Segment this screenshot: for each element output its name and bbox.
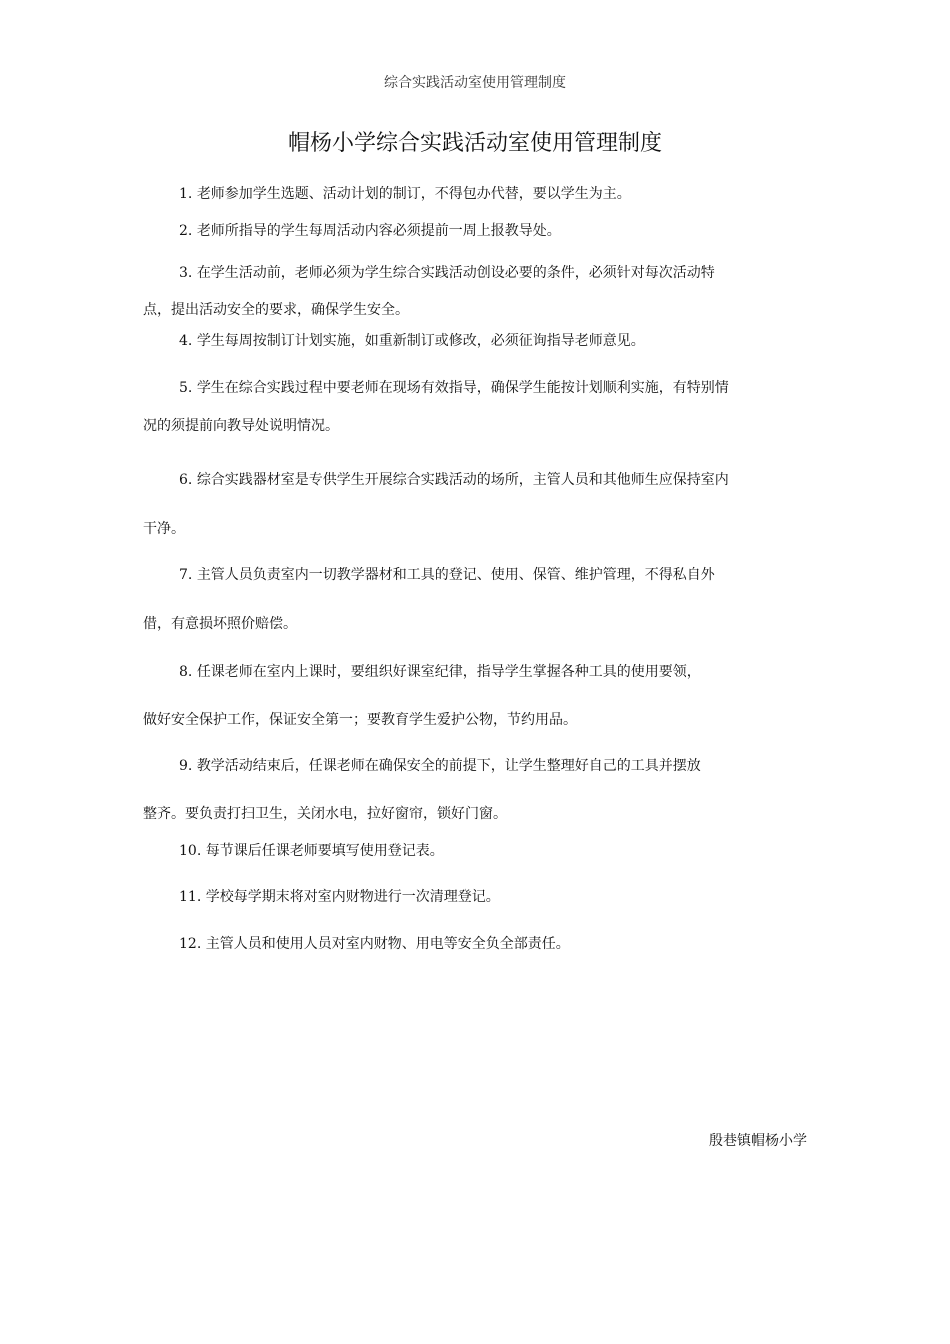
rule-text: 每节课后任课老师要填写使用登记表。 (205, 843, 444, 859)
rule-text-continued: 整齐。要负责打扫卫生，关闭水电，拉好窗帘，锁好门窗。 (143, 806, 507, 822)
rule-item-12 (143, 933, 813, 953)
rule-text: 学校每学期末将对室内财物进行一次清理登记。 (205, 889, 500, 905)
rule-number: 12. (179, 936, 202, 952)
rule-text: 教学活动结束后，任课老师在确保安全的前提下，让学生整理好自己的工具并摆放 (196, 758, 701, 774)
rule-text: 综合实践器材室是专供学生开展综合实践活动的场所，主管人员和其他师生应保持室内 (196, 472, 729, 488)
rule-item-10 (143, 840, 813, 860)
rule-text: 学生在综合实践过程中要老师在现场有效指导，确保学生能按计划顺利实施，有特别情 (196, 380, 729, 396)
rule-number: 9. (179, 758, 193, 774)
rule-text-continued: 做好安全保护工作，保证安全第一；要教育学生爱护公物，节约用品。 (143, 712, 577, 728)
rule-number: 5. (179, 380, 193, 396)
rule-number: 6. (179, 472, 193, 488)
document-title: 帽杨小学综合实践活动室使用管理制度 (287, 131, 662, 156)
rule-text: 主管人员和使用人员对室内财物、用电等安全负全部责任。 (205, 936, 570, 952)
rule-text-continued: 借，有意损坏照价赔偿。 (143, 616, 297, 632)
rule-number: 7. (179, 567, 193, 583)
school-signature: 殷巷镇帽杨小学 (709, 1133, 807, 1149)
rule-item-3 (143, 255, 813, 329)
rule-number: 4. (179, 333, 193, 349)
rule-text: 老师所指导的学生每周活动内容必须提前一周上报教导处。 (196, 223, 561, 239)
rule-number: 1. (179, 186, 193, 202)
rule-text-continued: 干净。 (143, 521, 185, 537)
rule-number: 10. (179, 843, 202, 859)
rule-number: 11. (179, 889, 202, 905)
rule-text: 主管人员负责室内一切教学器材和工具的登记、使用、保管、维护管理，不得私自外 (196, 567, 715, 583)
rule-number: 8. (179, 664, 193, 680)
rule-item-6 (143, 456, 813, 554)
running-header: 综合实践活动室使用管理制度 (384, 75, 566, 91)
rule-item-11 (143, 886, 813, 906)
rule-item-1 (143, 183, 813, 203)
rule-text-continued: 况的须提前向教导处说明情况。 (143, 418, 339, 434)
rule-item-5 (143, 369, 813, 445)
rule-item-7 (143, 551, 813, 649)
rule-number: 2. (179, 223, 193, 239)
rule-text-continued: 点，提出活动安全的要求，确保学生安全。 (143, 302, 409, 318)
rule-item-4 (143, 330, 813, 350)
rule-number: 3. (179, 265, 193, 281)
rule-text: 老师参加学生选题、活动计划的制订，不得包办代替，要以学生为主。 (196, 186, 631, 202)
rule-text: 学生每周按制订计划实施，如重新制订或修改，必须征询指导老师意见。 (196, 333, 645, 349)
rule-item-2 (143, 220, 813, 240)
rule-item-9 (143, 742, 813, 838)
rule-text: 任课老师在室内上课时，要组织好课室纪律，指导学生掌握各种工具的使用要领， (196, 664, 701, 680)
rule-text: 在学生活动前，老师必须为学生综合实践活动创设必要的条件，必须针对每次活动特 (196, 265, 715, 281)
rule-item-8 (143, 648, 813, 744)
